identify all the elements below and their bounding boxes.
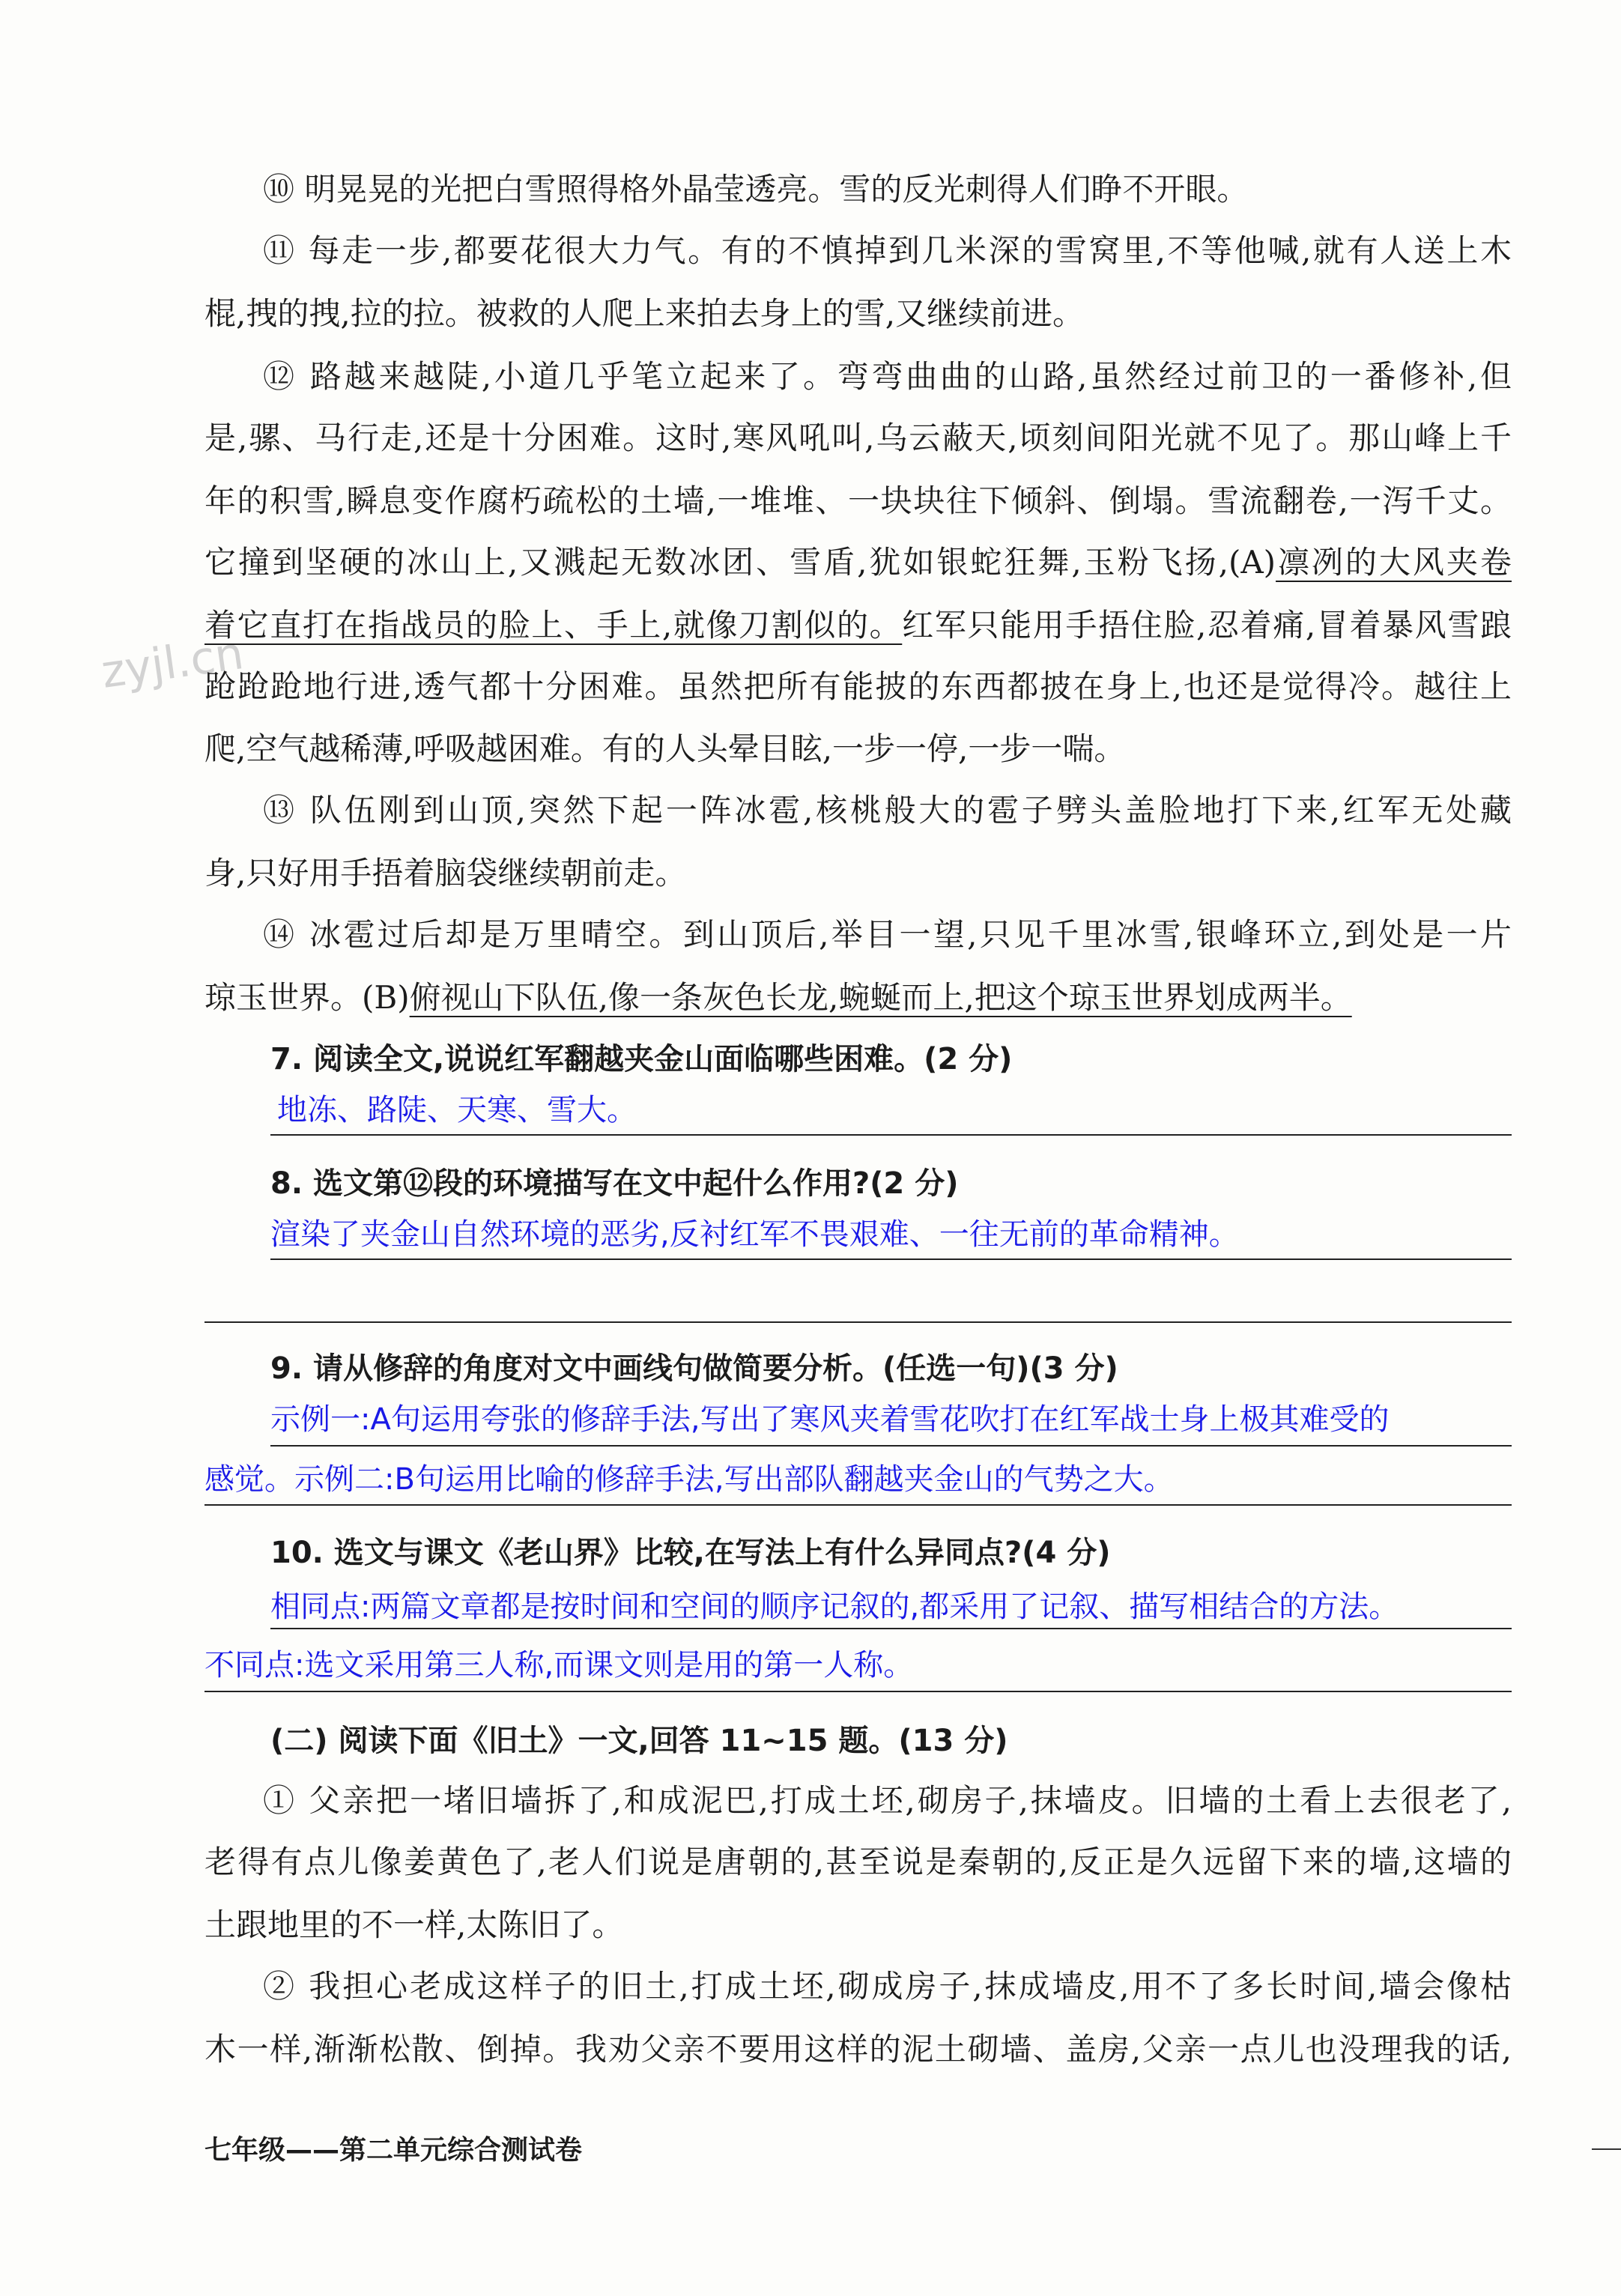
text: 红军只能用手捂住脸,忍着痛,冒着暴风雪踉 — [902, 607, 1512, 643]
paragraph-14-line: ⑭ 冰雹过后却是万里晴空。到山顶后,举目一望,只见千里冰雪,银峰环立,到处是一片 — [263, 916, 1512, 953]
section2-paragraph-1-line: 老得有点儿像姜黄色了,老人们说是唐朝的,甚至说是秦朝的,反正是久远留下来的墙,这墙的 — [204, 1844, 1512, 1880]
section-heading: (二) 阅读下面《旧土》一文,回答 11~15 题。(13 分) — [270, 1724, 1008, 1758]
paragraph-11-line: 棍,拽的拽,拉的拉。被救的人爬上来拍去身上的雪,又继续前进。 — [204, 295, 1085, 332]
paragraph-12-line: 是,骡、马行走,还是十分困难。这时,寒风吼叫,乌云蔽天,顷刻间阳光就不见了。那山峰上千 — [204, 419, 1512, 456]
section2-paragraph-2-line: ② 我担心老成这样子的旧土,打成土坯,砌成房子,抹成墙皮,用不了多长时间,墙会像枯 — [263, 1968, 1512, 2005]
text: 它撞到坚硬的冰山上,又溅起无数冰团、雪盾,犹如银蛇狂舞,玉粉飞扬,(A) — [204, 544, 1276, 581]
answer-line — [270, 1445, 1512, 1447]
paragraph-13-line: 身,只好用手捂着脑袋继续朝前走。 — [204, 855, 687, 891]
answer-line — [270, 1628, 1512, 1629]
answer-10-line[interactable]: 相同点:两篇文章都是按时间和空间的顺序记叙的,都采用了记叙、描写相结合的方法。 — [270, 1590, 1399, 1624]
page-edge-mark — [1592, 2148, 1621, 2150]
underlined-sentence-a: 凛冽的大风夹卷 — [1276, 544, 1512, 581]
answer-line — [270, 1258, 1512, 1260]
question-10: 10. 选文与课文《老山界》比较,在写法上有什么异同点?(4 分) — [270, 1536, 1111, 1570]
watermark: zyjl.cn — [98, 627, 247, 699]
paragraph-12-line: ⑫ 路越来越陡,小道几乎笔立起来了。弯弯曲曲的山路,虽然经过前卫的一番修补,但 — [263, 358, 1512, 395]
underlined-sentence-a: 着它直打在指战员的脸上、手上,就像刀割似的。 — [204, 607, 903, 643]
question-9: 9. 请从修辞的角度对文中画线句做简要分析。(任选一句)(3 分) — [270, 1351, 1118, 1386]
answer-10-line[interactable]: 不同点:选文采用第三人称,而课文则是用的第一人称。 — [204, 1648, 914, 1682]
answer-9-line[interactable]: 感觉。示例二:B句运用比喻的修辞手法,写出部队翻越夹金山的气势之大。 — [204, 1462, 1174, 1497]
text: 琼玉世界。(B) — [204, 979, 410, 1016]
paragraph-12-line: 爬,空气越稀薄,呼吸越困难。有的人头晕目眩,一步一停,一步一喘。 — [204, 730, 1126, 767]
page-footer: 七年级——第二单元综合测试卷 — [204, 2135, 583, 2166]
paragraph-14-line — [204, 975, 1512, 1020]
question-8: 8. 选文第⑫段的环境描写在文中起什么作用?(2 分) — [270, 1166, 959, 1201]
section2-paragraph-1-line: ① 父亲把一堵旧墙拆了,和成泥巴,打成土坯,砌房子,抹墙皮。旧墙的土看上去很老了, — [263, 1782, 1512, 1819]
question-7: 7. 阅读全文,说说红军翻越夹金山面临哪些困难。(2 分) — [270, 1042, 1013, 1076]
answer-8[interactable]: 渲染了夹金山自然环境的恶劣,反衬红军不畏艰难、一往无前的革命精神。 — [270, 1217, 1239, 1252]
paragraph-12-line — [204, 603, 1512, 648]
answer-7[interactable]: 地冻、路陡、天寒、雪大。 — [277, 1093, 637, 1127]
paragraph-12-line: 跄跄跄地行进,透气都十分困难。虽然把所有能披的东西都披在身上,也还是觉得冷。越往上 — [204, 668, 1512, 705]
underlined-sentence-b: 俯视山下队伍,像一条灰色长龙,蜿蜒而上,把这个琼玉世界划成两半。 — [409, 979, 1352, 1016]
paragraph-10: ⑩ 明晃晃的光把白雪照得格外晶莹透亮。雪的反光刺得人们睁不开眼。 — [263, 171, 1249, 208]
answer-line — [204, 1691, 1512, 1692]
answer-line — [270, 1134, 1512, 1136]
paragraph-11-line: ⑪ 每走一步,都要花很大力气。有的不慎掉到几米深的雪窝里,不等他喊,就有人送上木 — [263, 232, 1512, 269]
answer-9-line[interactable]: 示例一:A句运用夸张的修辞手法,写出了寒风夹着雪花吹打在红军战士身上极其难受的 — [270, 1402, 1390, 1437]
paragraph-12-line: 年的积雪,瞬息变作腐朽疏松的土墙,一堆堆、一块块往下倾斜、倒塌。雪流翻卷,一泻千丈。 — [204, 482, 1512, 519]
paragraph-12-line — [204, 540, 1512, 585]
section2-paragraph-2-line: 木一样,渐渐松散、倒掉。我劝父亲不要用这样的泥土砌墙、盖房,父亲一点儿也没理我的话, — [204, 2031, 1512, 2068]
answer-line — [204, 1504, 1512, 1506]
section2-paragraph-1-line: 土跟地里的不一样,太陈旧了。 — [204, 1906, 624, 1943]
answer-line — [204, 1321, 1512, 1323]
paragraph-13-line: ⑬ 队伍刚到山顶,突然下起一阵冰雹,核桃般大的雹子劈头盖脸地打下来,红军无处藏 — [263, 792, 1512, 829]
